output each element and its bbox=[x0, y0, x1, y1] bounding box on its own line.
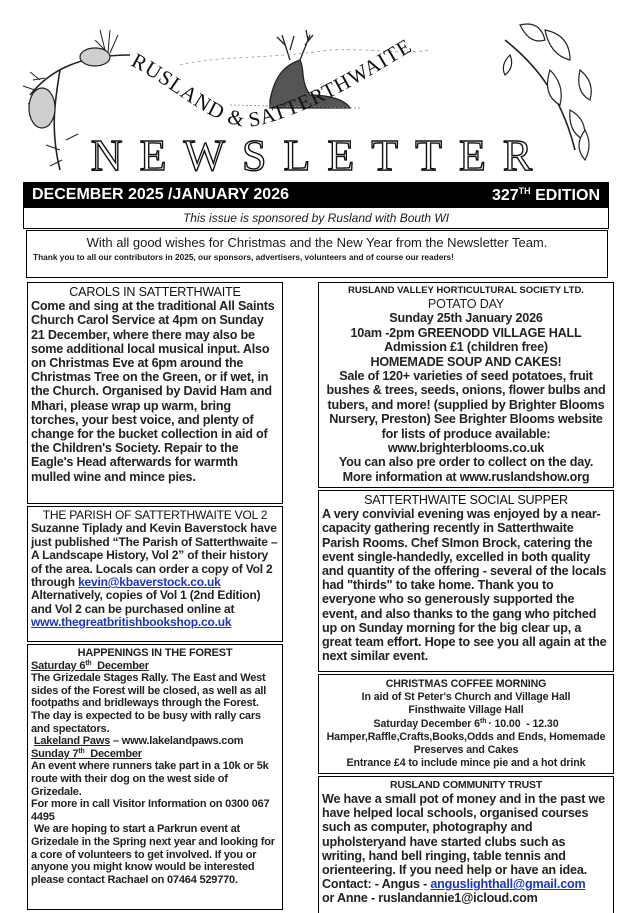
forest-paws: Lakeland Paws – www.lakelandpaws.com bbox=[33, 735, 244, 748]
forest-event2-body: An event where runners take part in a 10k or 5k route with their dog on the west side of Grizedale. bbox=[31, 760, 269, 798]
potato-more-info: More information at www.ruslandshow.org bbox=[342, 469, 590, 484]
coffee-title: CHRISTMAS COFFEE MORNING bbox=[385, 678, 547, 690]
parish-article bbox=[27, 506, 283, 642]
wishes-box bbox=[26, 230, 608, 278]
masthead-illustration bbox=[0, 0, 640, 178]
potato-admission: Admission £1 (children free) bbox=[384, 340, 548, 355]
sponsor-line: This issue is sponsored by Rusland with Bouth WI bbox=[23, 208, 609, 229]
angus-email-link[interactable]: anguslighthall@gmail.com bbox=[430, 877, 586, 892]
potato-org: RUSLAND VALLEY HORTICULTURAL SOCIETY LTD. bbox=[348, 285, 584, 296]
potato-sale: Sale of 120+ varieties of seed potatoes, fruit bushes & trees, seeds, onions, flower bulbs and tubers, and more! (supplied by Brighter Blooms Nursery, Preston) See Brighter Blooms website for lists of produce available: bbox=[326, 369, 606, 441]
trust-body: We have a small pot of money and in the past we have helped local schools, organised courses such as computer, photography and upholsteryand have started clubs such as writing, hand bell ringing, table tennis and orienteering. If you need help or have an idea. bbox=[322, 792, 605, 878]
parish-body: Suzanne Tiplady and Kevin Baverstock have just published “The Parish of Satterthwaite – A Landscape History, Vol 2” of their history of the area. Locals can order a copy of Vol 2 through kevin@kbaverstock.co.uk Alternatively, copies of Vol 1 (2nd Edition) and Vol 2 can be purchased online at www.thegreatbritishbookshop.co.uk bbox=[31, 521, 278, 630]
forest-title: HAPPENINGS IN THE FOREST bbox=[77, 647, 233, 659]
masthead bbox=[0, 0, 640, 178]
kevin-email-link[interactable]: kevin@kbaverstock.co.uk bbox=[78, 575, 221, 590]
coffee-date: Saturday December 6th · 10.00 - 12.30 bbox=[373, 717, 559, 730]
coffee-morning-article bbox=[318, 674, 614, 774]
carols-title: CAROLS IN SATTERTHWAITE bbox=[69, 285, 241, 299]
coffee-entrance: Entrance £4 to include mince pie and a hot drink bbox=[346, 757, 586, 770]
coffee-venue: Finsthwaite Village Hall bbox=[408, 704, 524, 717]
forest-parkrun: We are hoping to start a Parkrun event at Grizedale in the Spring next year and looking for a core of volunteers to get involved. If you or anyone you might know would be interested please contact Rachael on 07464 529770. bbox=[31, 823, 278, 886]
forest-event1-body: The Grizedale Stages Rally. The East and West sides of the Forest will be closed, as well as all footpaths and bridleways through the Forest. The day is expected to be busy with rally cars and spectators. bbox=[31, 672, 267, 735]
bookshop-link[interactable]: www.thegreatbritishbookshop.co.uk bbox=[31, 615, 232, 630]
parish-title: THE PARISH OF SATTERTHWAITE VOL 2 bbox=[42, 508, 268, 522]
wishes-headline: With all good wishes for Christmas and the New Year from the Newsletter Team. bbox=[86, 235, 548, 250]
supper-article bbox=[318, 490, 614, 672]
potato-time-place: 10am -2pm GREENODD VILLAGE HALL bbox=[350, 325, 582, 340]
supper-title: SATTERTHWAITE SOCIAL SUPPER bbox=[364, 493, 568, 507]
trust-contact: Contact: - Angus - anguslighthall@gmail.com bbox=[322, 877, 586, 892]
forest-visitor-info: For more in call Visitor Information on 0300 067 4495 bbox=[31, 798, 270, 823]
potato-title: POTATO DAY bbox=[427, 297, 505, 311]
community-trust-article bbox=[318, 776, 614, 913]
issue-date-bar bbox=[23, 182, 609, 208]
carols-article bbox=[27, 282, 283, 504]
forest-event2-date: Sunday 7th December bbox=[31, 747, 142, 760]
coffee-items: Hamper,Raffle,Crafts,Books,Odds and Ends, Homemade Preserves and Cakes bbox=[326, 730, 606, 757]
supper-body: A very convivial evening was enjoyed by a near-capacity gathering recently in Satterthwaite Parish Rooms. Chef SImon Brock, catering the event single-handedly, excelled in both quality and quantity of the offering - several of the locals had "thirds" to take home. Thank you to everyone who so generously supported the event, and also thanks to the gang who pitched up on Sunday morning for the big clear up, a great team effort. Hope to see you all again at the next similar event. bbox=[322, 507, 607, 664]
potato-day-article bbox=[318, 282, 614, 488]
potato-preorder: You can also pre order to collect on the day. bbox=[338, 455, 594, 470]
potato-food: HOMEMADE SOUP AND CAKES! bbox=[370, 354, 562, 369]
forest-article bbox=[27, 644, 283, 910]
trust-anne: or Anne - ruslandannie1@icloud.com bbox=[322, 891, 538, 906]
potato-website: www.brighterblooms.co.uk bbox=[387, 441, 545, 456]
newsletter-title: NEWSLETTER bbox=[90, 131, 550, 178]
coffee-aid: In aid of St Peter's Church and Village Hall bbox=[361, 691, 571, 704]
carols-body: Come and sing at the traditional All Saints Church Carol Service at 4pm on Sunday 21 December, where there may also be some additional local musical input. Also on Christmas Eve at 6pm around the Christmas Tree on the Green, or if wet, in the Church. Organised by David Ham and Mhari, please wrap up warm, bring torches, your best voice, and plenty of change for the bucket collection in aid of the Children's Society. Repair to the Eagle's Head afterwards for warmth mulled wine and mince pies. bbox=[31, 299, 275, 484]
pine-cone-icon bbox=[29, 88, 55, 128]
pine-cone-icon bbox=[80, 48, 110, 66]
edition-label: 327TH EDITION bbox=[491, 185, 600, 204]
trust-title: RUSLAND COMMUNITY TRUST bbox=[389, 779, 543, 791]
arch-title: RUSLAND & SATTERTHWAITE bbox=[127, 33, 417, 132]
wishes-thanks: Thank you to all our contributors in 2025, our sponsors, advertisers, volunteers and of course our readers! bbox=[33, 252, 454, 262]
issue-date: DECEMBER 2025 /JANUARY 2026 bbox=[32, 186, 289, 203]
potato-date: Sunday 25th January 2026 bbox=[389, 311, 543, 326]
forest-event1-date: Saturday 6th December bbox=[31, 659, 149, 672]
